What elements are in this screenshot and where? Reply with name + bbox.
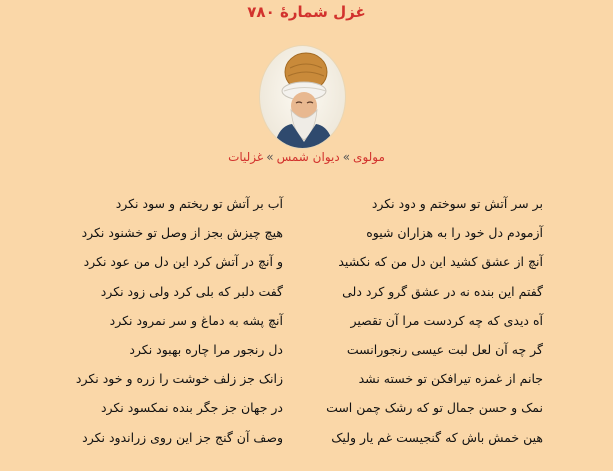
second-hemistich: دل رنجور مرا چاره بهبود نکرد <box>129 341 283 357</box>
first-hemistich: هین خمش باش که گنجیست غم یار ولیک <box>331 429 543 445</box>
couplet <box>0 254 613 283</box>
first-hemistich: گر چه آن لعل لبت عیسی رنجورانست <box>346 341 543 357</box>
second-hemistich: گفت دلبر که بلی کرد ولی زود نکرد <box>100 283 283 299</box>
second-hemistich: آنچ پشه به دماغ و سر نمرود نکرد <box>109 312 283 328</box>
poem-body <box>0 196 613 459</box>
breadcrumb-divan-link[interactable]: دیوان شمس <box>276 150 340 164</box>
breadcrumb <box>0 150 613 164</box>
first-hemistich: بر سر آتش تو سوختم و دود نکرد <box>371 196 543 211</box>
breadcrumb-separator: » <box>342 150 351 164</box>
rumi-portrait-icon <box>260 46 345 148</box>
couplet <box>0 284 613 313</box>
couplet <box>0 196 613 225</box>
second-hemistich: آب بر آتش تو ریختم و سود نکرد <box>115 196 283 211</box>
breadcrumb-separator: » <box>266 150 274 164</box>
second-hemistich: زانک جز زلف خوشت را زره و خود نکرد <box>75 371 283 387</box>
second-hemistich: و آنچ در آتش کرد این دل من عود نکرد <box>83 254 283 270</box>
first-hemistich: آه دیدی که چه کردست مرا آن تقصیر <box>350 312 543 328</box>
couplet <box>0 225 613 254</box>
couplet <box>0 430 613 459</box>
couplet <box>0 371 613 400</box>
second-hemistich: وصف آن گنج جز این روی زراندود نکرد <box>82 429 283 445</box>
couplet <box>0 400 613 429</box>
first-hemistich: گفتم این بنده نه در عشق گرو کرد دلی <box>342 283 543 299</box>
breadcrumb-ghazals-link[interactable]: غزلیات <box>228 150 264 164</box>
breadcrumb-poet-link[interactable]: مولوی <box>353 150 385 164</box>
couplet <box>0 342 613 371</box>
poem-title: غزل شمارهٔ ۷۸۰ <box>247 3 366 21</box>
second-hemistich: هیچ چیزش بجز از وصل تو خشنود نکرد <box>81 225 283 241</box>
first-hemistich: جانم از غمزه تیرافکن تو خسته نشد <box>358 371 543 387</box>
first-hemistich: آنچ از عشق کشید این دل من که نکشید <box>338 254 543 270</box>
couplet <box>0 313 613 342</box>
first-hemistich: نمک و حسن جمال تو که رشک چمن است <box>326 400 543 416</box>
first-hemistich: آزمودم دل خود را به هزاران شیوه <box>366 225 543 241</box>
second-hemistich: در جهان جز جگر بنده نمکسود نکرد <box>100 400 283 416</box>
